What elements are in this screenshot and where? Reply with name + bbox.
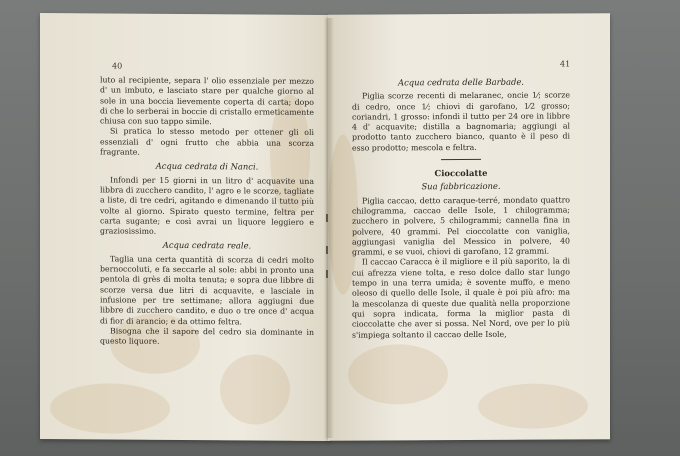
foxing-stain (220, 354, 290, 424)
section-heading: Sua fabbricazione. (421, 181, 501, 192)
section-heading: Acqua cedrata reale. (162, 240, 252, 251)
book-gutter (324, 18, 334, 438)
paragraph: Il caccao Caracca è il migliore e il più saporito, la di cui afrezza viene tolta, e reso dolce dallo star lungo tempo in una terra umida; è sovente muffo, e meno oleoso di quello delle Isole, il quale è poi più afro: ma la mescolanza di queste due qualità nella proporzione qui sopra indicata, forma la miglior pasta di cioccolatte che aver si possa. Nel Nord, ove per lo più s'impiega soltanto il caccao delle Isole, (352, 256, 570, 340)
left-page (40, 13, 330, 441)
foxing-stain (50, 383, 170, 434)
foxing-stain (348, 344, 448, 405)
paragraph: Taglia una certa quantità di scorza di cedri molto bernoccoluti, e fa seccarle al sole: abbi in pronto una pentola di grès di molta tenuta; e sopra due libbre di scorze versa due litri di acquavite, e lasciale in infusione per tre settimane; allora aggiugni due libbre di zucchero candito, e duo o tre once d' acqua di fior di arancio; e da ottimo feltra. (100, 254, 314, 326)
paragraph: Si pratica lo stesso metodo per ottener gli oli essenziali d' ogni frutto che abbia una scorza fragrante. (100, 126, 314, 157)
page-number: 40 (112, 61, 123, 71)
binding-stitch (326, 270, 328, 278)
paragraph: Piglia scorze recenti di melaranec, oncie 1⁄; scorze di cedro, once 1⁄; chiovi di garofano, 1⁄2 grosso; coriandri, 1 grosso: infondi il tutto per 24 ore in libbre 4 d' acquavite; distilla a bagnomaria; aggiungi al prodotto tanto zucchero bianco, quanto è il peso di esso prodotto; mescola e feltra. (352, 90, 570, 153)
binding-stitch (326, 246, 328, 254)
section-heading: Acqua cedrata delle Barbade. (398, 76, 524, 88)
paragraph: Piglia caccao, detto caraque-terré, mondato quattro chilogramma, caccao delle Isole, 1 chilogramma; zucchero in polvere, 5 chilogrammi; cannella fina in polvere, 40 grammi. Pel cioccolatte con vaniglia, aggiungasi vaniglia del Messico in polvere, 40 grammi, e se vuoi, chiovi di garofano, 12 grammi. (352, 195, 570, 257)
binding-stitch (326, 214, 328, 222)
section-heading: Acqua cedrata di Nanci. (155, 161, 259, 172)
chapter-heading: Cioccolatte (434, 167, 488, 179)
divider (441, 159, 481, 160)
open-book (40, 14, 610, 440)
right-page-text (352, 73, 570, 340)
foxing-stain (478, 383, 588, 429)
right-page (328, 13, 610, 440)
paragraph: Infondi per 15 giorni in un litro d' acquavite una libbra di zucchero candito, l' agro e le scorze, tagliate a liste, di tre cedri, agitando e dimenando il tutto più volte al giorno. Spirato questo termine, feltra per carta sugante; e così avrai un liquore leggiero e graziosissimo. (100, 175, 314, 236)
paragraph: Bisogna che il sapore del cedro sia dominante in questo liquore. (100, 326, 314, 346)
left-page-text (100, 75, 314, 348)
page-number: 41 (560, 59, 571, 69)
paragraph: luto al recipiente, separa l' olio essenziale per mezzo d' un imbuto, e lasciato stare per qualche giorno al sole in una boccia lievemente coperta di carta; dopo di che lo serberai in boccie di cristallo ermeticamente chiusa con suo tappo simile. (100, 75, 314, 127)
